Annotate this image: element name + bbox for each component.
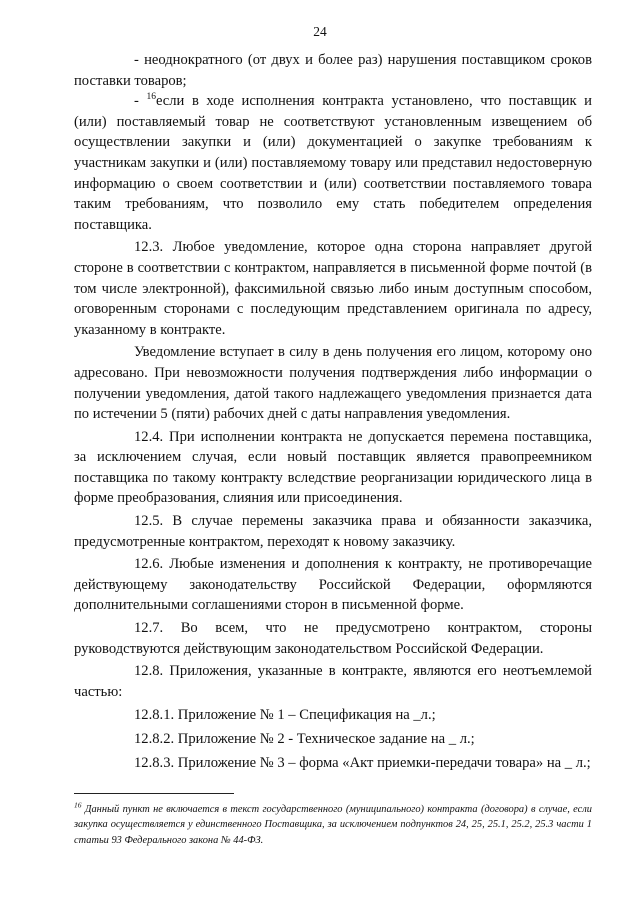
paragraph-notification-effective: Уведомление вступает в силу в день получения его лицом, которому оно адресовано. При невозможности получения подтверждения либо информации о получении уведомления, датой такого надлежащего уведомления признается дата по истечении 5 (пяти) рабочих дней с даты направления уведомления. bbox=[74, 344, 592, 423]
paragraph-12-8-2: 12.8.2. Приложение № 2 - Техническое задание на _ л.; bbox=[134, 731, 475, 747]
paragraph-12-8-1: 12.8.1. Приложение № 1 – Спецификация на _л.; bbox=[134, 707, 436, 724]
document-body bbox=[74, 50, 592, 773]
paragraph-text: если в ходе исполнения контракта установлено, что поставщик и (или) поставляемый товар не соответствуют установленным извещением об осуществлении закупки и (или) документацией о закупке требованиям к участникам закупки и (или) поставляемому товару или представил недостоверную информацию о своем соответствии и (или) соответствии поставляемого товара таким требованиям, что позволило ему стать победителем определения поставщика. bbox=[74, 93, 592, 233]
paragraph-12-5: 12.5. В случае перемены заказчика права и обязанности заказчика, предусмотренные контрактом, переходят к новому заказчику. bbox=[74, 513, 592, 550]
paragraph-12-8: 12.8. Приложения, указанные в контракте, являются его неотъемлемой частью: bbox=[74, 663, 592, 700]
paragraph-repeated-delivery-violation: - неоднократного (от двух и более раз) нарушения поставщиком сроков поставки товаров; bbox=[74, 52, 592, 89]
footnote bbox=[74, 802, 592, 848]
paragraph-supplier-nonconformity bbox=[74, 91, 592, 235]
paragraph-12-4: 12.4. При исполнении контракта не допускается перемена поставщика, за исключением случая, если новый поставщик является правопреемником поставщика по такому контракту вследствие реорганизации юридического лица в форме преобразования, слияния или присоединения. bbox=[74, 428, 592, 507]
paragraph-12-6: 12.6. Любые изменения и дополнения к контракту, не противоречащие действующему законодательству Российской Федерации, оформляются дополнительными соглашениями сторон в письменной форме. bbox=[74, 556, 592, 614]
paragraph-12-7: 12.7. Во всем, что не предусмотрено контрактом, стороны руководствуются действующим законодательством Российской Федерации. bbox=[74, 620, 592, 657]
footnote-separator bbox=[74, 793, 234, 794]
footnote-reference: 16 bbox=[146, 92, 156, 103]
list-dash: - bbox=[134, 93, 147, 110]
paragraph-12-8-3: 12.8.3. Приложение № 3 – форма «Акт приемки-передачи товара» на _ л.; bbox=[134, 754, 591, 771]
footnote-number: 16 bbox=[74, 800, 82, 810]
paragraph-12-3: 12.3. Любое уведомление, которое одна сторона направляет другой стороне в соответствии с контрактом, направляется в письменной форме почтой (в том числе электронной), факсимильной связью либо иным доступным способом, оговоренным сторонами с последующим представлением оригинала по адресу, указанному в контракте. bbox=[74, 239, 592, 338]
footnote-text: Данный пункт не включается в текст государственного (муниципального) контракта (договора) в случае, если закупка осуществляется у единственного Поставщика, за исключением подпунктов 24, 25, 25.1, 25.2, 25.3 части 1 статьи 93 Федерального закона № 44-ФЗ. bbox=[74, 804, 592, 846]
page-number: 24 bbox=[313, 24, 327, 39]
